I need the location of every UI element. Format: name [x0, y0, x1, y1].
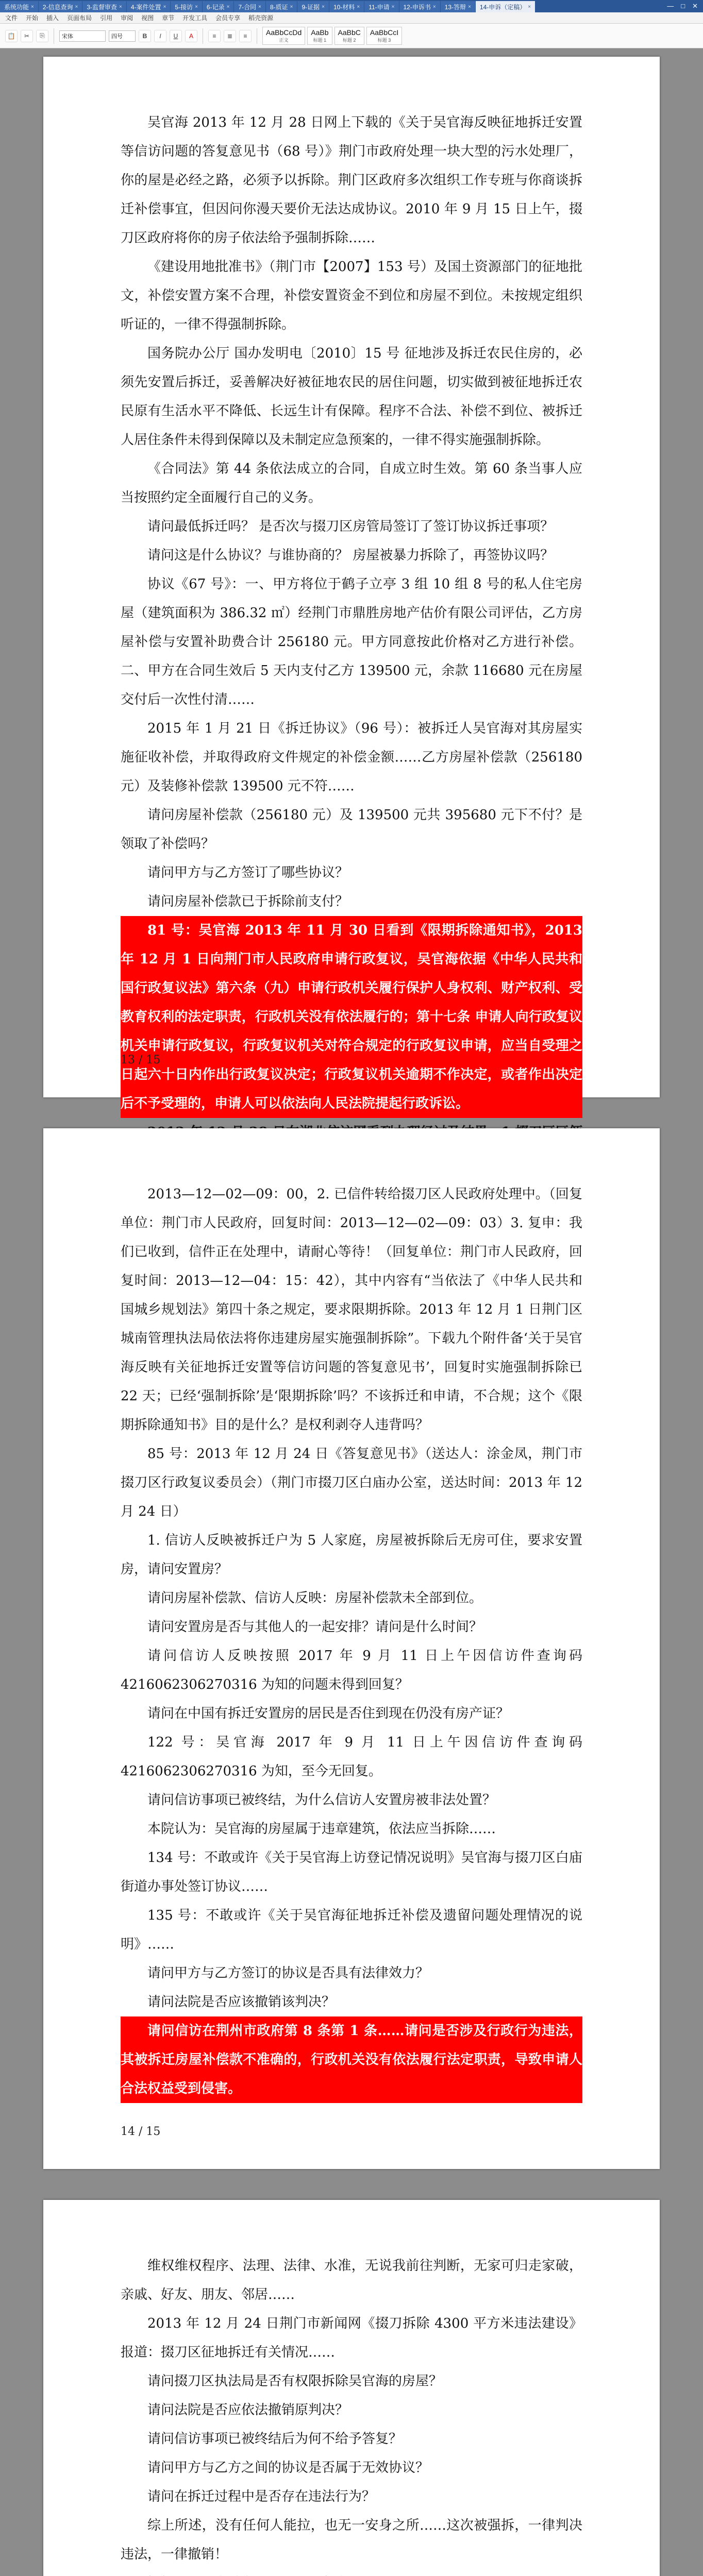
- menu-item[interactable]: 章节: [162, 14, 175, 22]
- tab-label: 7-合同: [238, 3, 257, 11]
- paragraph: 请问在中国有拆迁安置房的居民是否住到现在仍没有房产证？: [147, 1706, 510, 1721]
- highlighted-paragraph: 81 号：吴官海 2013 年 11 月 30 日看到《限期拆除通知书》，2013 年 12 月 1 日向荆门市人民政府申请行政复议，吴官海依据《中华人民共和国行政复议法》第六条（九）申请行政机关履行保护人身权利、财产权利、受教育权利的法定职责，行政机关没有依法履行的；第十七条 申请人向行政复议机关申请行政复议，行政复议机关对符合规定的行政复议申请，应当自受理之日起六十日内作出行政复议决定；行政复议机关逾期不作决定，或者作出决定后不予受理的，申请人可以依法向人民法院提起行政诉讼。: [121, 916, 582, 1118]
- style-name: 标题 1: [313, 38, 327, 43]
- tab-label: 4-案件处置: [130, 3, 161, 11]
- page-13-body: [121, 108, 582, 1176]
- underline-icon[interactable]: U: [170, 30, 182, 42]
- paragraph: 1. 信访人反映被拆迁户为 5 人家庭，房屋被拆除后无房可住，要求安置房，请问安置房？: [121, 1533, 582, 1577]
- paragraph: 吴官海 2013 年 12 月 28 日网上下载的《关于吴官海反映征地拆迁安置等信访问题的答复意见书（68 号）》荆门市政府处理一块大型的污水处理厂，你的屋是必经之路，必须予以拆除。荆门区政府多次组织工作专班与你商谈拆迁补偿事宜，但因问你漫天要价无法达成协议。2010 年 9 月 15 日上午，掇刀区政府将你的房子依法给予强制拆除……: [121, 115, 582, 246]
- close-tab-icon[interactable]: ×: [322, 4, 325, 10]
- paragraph: 请问甲方与乙方之间的协议是否属于无效协议？: [147, 2460, 429, 2476]
- paragraph: 请问在拆迁过程中是否存在违法行为？: [147, 2489, 376, 2504]
- paragraph: 请问房屋补偿款已于拆除前支付？: [147, 894, 349, 909]
- document-tab[interactable]: [399, 1, 441, 12]
- paragraph: 请问信访事项已被终结后为何不给予答复？: [147, 2431, 403, 2447]
- paragraph: 国务院办公厅 国办发明电〔2010〕15 号 征地涉及拆迁农民住房的，必须先安置后拆迁，妥善解决好被征地农民的居住问题，切实做到被征地拆迁农民原有生活水平不降低、长远生计有保障。程序不合法、补偿不到位、被拆迁人居住条件未得到保障以及未制定应急预案的，一律不得实施强制拆除。: [121, 346, 582, 448]
- tab-label: 6-记录: [206, 3, 225, 11]
- paragraph: 请问房屋补偿款（256180 元）及 139500 元共 395680 元下不付？是领取了补偿吗？: [121, 807, 582, 852]
- align-left-icon[interactable]: ≡: [208, 30, 221, 42]
- page-number: 14 / 15: [121, 2125, 161, 2138]
- close-tab-icon[interactable]: ×: [226, 4, 230, 10]
- paragraph: 122 号：吴官海 2017 年 9 月 11 日上午因信访件查询码 4216062306270316 为知，至今无回复。: [121, 1735, 582, 1779]
- document-tab[interactable]: [441, 1, 476, 12]
- paragraph: 请问甲方与乙方签订了哪些协议？: [147, 865, 349, 880]
- close-button[interactable]: ✕: [692, 2, 698, 10]
- paragraph: 请问这是什么协议？与谁协商的？ 房屋被暴力拆除了，再签协议吗？: [147, 548, 554, 563]
- document-tab[interactable]: [364, 1, 399, 12]
- font-size-select[interactable]: 四号: [109, 30, 136, 42]
- paragraph: 《合同法》第 44 条依法成立的合同，自成立时生效。第 60 条当事人应当按照约定全面履行自己的义务。: [121, 461, 582, 505]
- paragraph: 请问安置房是否与其他人的一起安排？请问是什么时间？: [147, 1619, 483, 1635]
- menu-item[interactable]: 视图: [141, 14, 154, 22]
- paragraph: 请问信访事项已被终结，为什么信访人安置房被非法处置？: [147, 1792, 496, 1808]
- paste-icon[interactable]: 📋: [5, 30, 18, 42]
- tab-label: 8-质证: [270, 3, 288, 11]
- document-page-14: [43, 1128, 660, 2169]
- tab-label: 9-证据: [302, 3, 320, 11]
- minimize-button[interactable]: —: [667, 2, 674, 10]
- close-tab-icon[interactable]: ×: [357, 4, 360, 10]
- document-tab[interactable]: [82, 1, 127, 12]
- document-page-13: [43, 57, 660, 1111]
- paragraph: 请问法院是否应依法撤销原判决？: [147, 2402, 349, 2418]
- document-tab[interactable]: [329, 1, 364, 12]
- tab-label: 3-监督审查: [87, 3, 118, 11]
- style-name: 正文: [279, 38, 289, 43]
- page-number: 13 / 15: [121, 1054, 161, 1066]
- italic-icon[interactable]: I: [154, 30, 166, 42]
- align-center-icon[interactable]: ≣: [224, 30, 236, 42]
- document-tabs: [0, 0, 662, 12]
- paragraph: 请问法院是否应该撤销该判决？: [147, 1994, 336, 2010]
- style-sample: AaBbCcDd: [266, 28, 302, 37]
- document-tab[interactable]: [0, 1, 39, 12]
- close-tab-icon[interactable]: ×: [258, 4, 261, 10]
- paragraph: 2013 年 12 月 24 日荆门市新闻网《掇刀拆除 4300 平方米违法建设》报道：掇刀区征地拆迁有关情况……: [121, 2316, 582, 2360]
- tab-label: 10-材料: [333, 3, 355, 11]
- close-tab-icon[interactable]: ×: [468, 4, 471, 10]
- copy-icon[interactable]: ⎘: [36, 30, 48, 42]
- formatting-toolbar: [0, 24, 703, 48]
- menu-item[interactable]: 会员专享: [215, 14, 241, 22]
- document-tab[interactable]: [297, 1, 329, 12]
- menu-bar: [0, 12, 703, 24]
- font-name-select[interactable]: 宋体: [59, 30, 106, 42]
- menu-item[interactable]: 引用: [100, 14, 113, 22]
- maximize-button[interactable]: □: [681, 2, 685, 10]
- style-preset[interactable]: [366, 27, 402, 45]
- menu-item[interactable]: 页面布局: [67, 14, 92, 22]
- style-preset[interactable]: [262, 27, 305, 45]
- page-15-body: [121, 2251, 582, 2576]
- document-tab[interactable]: [266, 1, 298, 12]
- tab-label: 12-申诉书: [403, 3, 431, 11]
- style-name: 标题 2: [342, 38, 356, 43]
- align-right-icon[interactable]: ≡: [239, 30, 252, 42]
- paragraph: 85 号：2013 年 12 月 24 日《答复意见书》（送达人：涂金凤，荆门市掇刀区行政复议委员会）（荆门市掇刀区白庙办公室，送达时间：2013 年 12 月 24 日）: [121, 1446, 582, 1519]
- close-tab-icon[interactable]: ×: [290, 4, 293, 10]
- paragraph: 维权维权程序、法理、法律、水准，无说我前往判断，无家可归走家破，亲戚、好友、朋友、邻居……: [121, 2258, 582, 2302]
- highlighted-paragraph: 请问信访在荆州市政府第 8 条第 1 条……请问是否涉及行政行为违法，其被拆迁房屋补偿款不准确的，行政机关没有依法履行法定职责，导致申请人合法权益受到侵害。: [121, 2016, 582, 2103]
- document-tab[interactable]: [203, 1, 235, 12]
- paragraph: 请问信访人反映按照 2017 年 9 月 11 日上午因信访件查询码 4216062306270316 为知的问题未得到回复？: [121, 1648, 582, 1692]
- cut-icon[interactable]: ✂: [21, 30, 33, 42]
- style-gallery: [262, 27, 402, 45]
- window-titlebar: [0, 0, 703, 12]
- menu-item[interactable]: 审阅: [121, 14, 133, 22]
- paragraph: 135 号：不敢或许《关于吴官海征地拆迁补偿及遗留问题处理情况的说明》……: [121, 1908, 582, 1952]
- menu-item[interactable]: 文件: [5, 14, 18, 22]
- window-controls: [662, 2, 703, 10]
- tab-label: 2-信息查询: [42, 3, 73, 11]
- paragraph: 请问甲方与乙方签订的协议是否具有法律效力？: [147, 1965, 429, 1981]
- paragraph: 请问最低拆迁吗？ 是否次与掇刀区房管局签订了签订协议拆迁事项？: [147, 519, 554, 534]
- menu-item[interactable]: 稻壳资源: [248, 14, 274, 22]
- close-tab-icon[interactable]: ×: [528, 4, 531, 10]
- paragraph: 134 号：不敢或许《关于吴官海上访登记情况说明》吴官海与掇刀区白庙街道办事处签订协议……: [121, 1850, 582, 1894]
- document-page-15: [43, 2200, 660, 2576]
- document-tab[interactable]: [127, 1, 171, 12]
- bold-icon[interactable]: B: [139, 30, 151, 42]
- paragraph: 协议《67 号》：一、甲方将位于鹤子立亭 3 组 10 组 8 号的私人住宅房屋（建筑面积为 386.32 ㎡）经荆门市鼎胜房地产估价有限公司评估，乙方房屋补偿与安置补助费合计 256180 元。甲方同意按此价格对乙方进行补偿。二、甲方在合同生效后 5 天内支付乙方 139500 元，余款 116680 元在房屋交付后一次性付清……: [121, 577, 582, 707]
- style-preset[interactable]: [334, 27, 364, 45]
- close-tab-icon[interactable]: ×: [119, 4, 122, 10]
- document-tab[interactable]: [39, 1, 83, 12]
- close-tab-icon[interactable]: ×: [195, 4, 198, 10]
- style-sample: AaBbC: [338, 28, 361, 37]
- close-tab-icon[interactable]: ×: [31, 4, 34, 10]
- tab-label: 5-接访: [175, 3, 193, 11]
- tab-label: 13-答辩: [444, 3, 466, 11]
- close-tab-icon[interactable]: ×: [432, 4, 436, 10]
- close-tab-icon[interactable]: ×: [391, 4, 395, 10]
- paragraph: [121, 2569, 582, 2576]
- close-tab-icon[interactable]: ×: [75, 4, 78, 10]
- document-tab[interactable]: [171, 1, 203, 12]
- menu-item[interactable]: 开发工具: [182, 14, 208, 22]
- tab-label: 系统功能: [4, 3, 29, 11]
- tab-label: 11-申请: [369, 3, 390, 11]
- close-tab-icon[interactable]: ×: [163, 4, 166, 10]
- style-preset[interactable]: [307, 27, 332, 45]
- paragraph: 2013—12—02—09：00，2. 已信件转给掇刀区人民政府处理中。（回复单位：荆门市人民政府，回复时间：2013—12—02—09：03）3. 复申：我们已收到，信件正在处理中，请耐心等待！（回复单位：荆门市人民政府，回复时间：2013—12—04：15：42），其中内容有“当依法了《中华人民共和国城乡规划法》第四十条之规定，要求限期拆除。2013 年 12 月 1 日荆门区城南管理执法局依法将你违建房屋实施强制拆除”。下载九个附件备‘关于吴官海反映有关征地拆迁安置等信访问题的答复意见书’，回复时实施强制拆除已 22 天；已经‘强制拆除’是‘限期拆除’吗？不该拆迁和申请，不合规；这个《限期拆除通知书》目的是什么？是权利剥夺人违背吗？: [121, 1187, 582, 1433]
- paragraph: 请问掇刀区执法局是否有权限拆除吴官海的房屋？: [147, 2374, 443, 2389]
- paragraph: 2015 年 1 月 21 日《拆迁协议》（96 号）：被拆迁人吴官海对其房屋实施征收补偿，并取得政府文件规定的补偿金额……乙方房屋补偿款（256180 元）及装修补偿款 139500 元不符……: [121, 721, 582, 794]
- document-tab[interactable]: [476, 1, 535, 12]
- font-color-icon[interactable]: A: [185, 30, 197, 42]
- page-14-body: [121, 1180, 582, 2103]
- style-sample: AaBb: [311, 28, 329, 37]
- document-tab[interactable]: [234, 1, 266, 12]
- menu-item[interactable]: 插入: [46, 14, 59, 22]
- style-name: 标题 3: [377, 38, 391, 43]
- paragraph: 综上所述，没有任何人能拉，也无一安身之所……这次被强拆，一律判决违法，一律撤销！: [121, 2518, 582, 2562]
- paragraph: 本院认为：吴官海的房屋属于违章建筑，依法应当拆除……: [147, 1821, 496, 1837]
- menu-item[interactable]: 开始: [26, 14, 39, 22]
- paragraph: 《建设用地批准书》（荆门市【2007】153 号）及国土资源部门的征地批文，补偿安置方案不合理，补偿安置资金不到位和房屋不到位。未按规定组织听证的，一律不得强制拆除。: [121, 259, 582, 332]
- paragraph: 请问房屋补偿款、信访人反映：房屋补偿款未全部到位。: [147, 1590, 483, 1606]
- tab-label: 14-申诉（定稿）: [479, 3, 526, 11]
- style-sample: AaBbCcI: [370, 28, 399, 37]
